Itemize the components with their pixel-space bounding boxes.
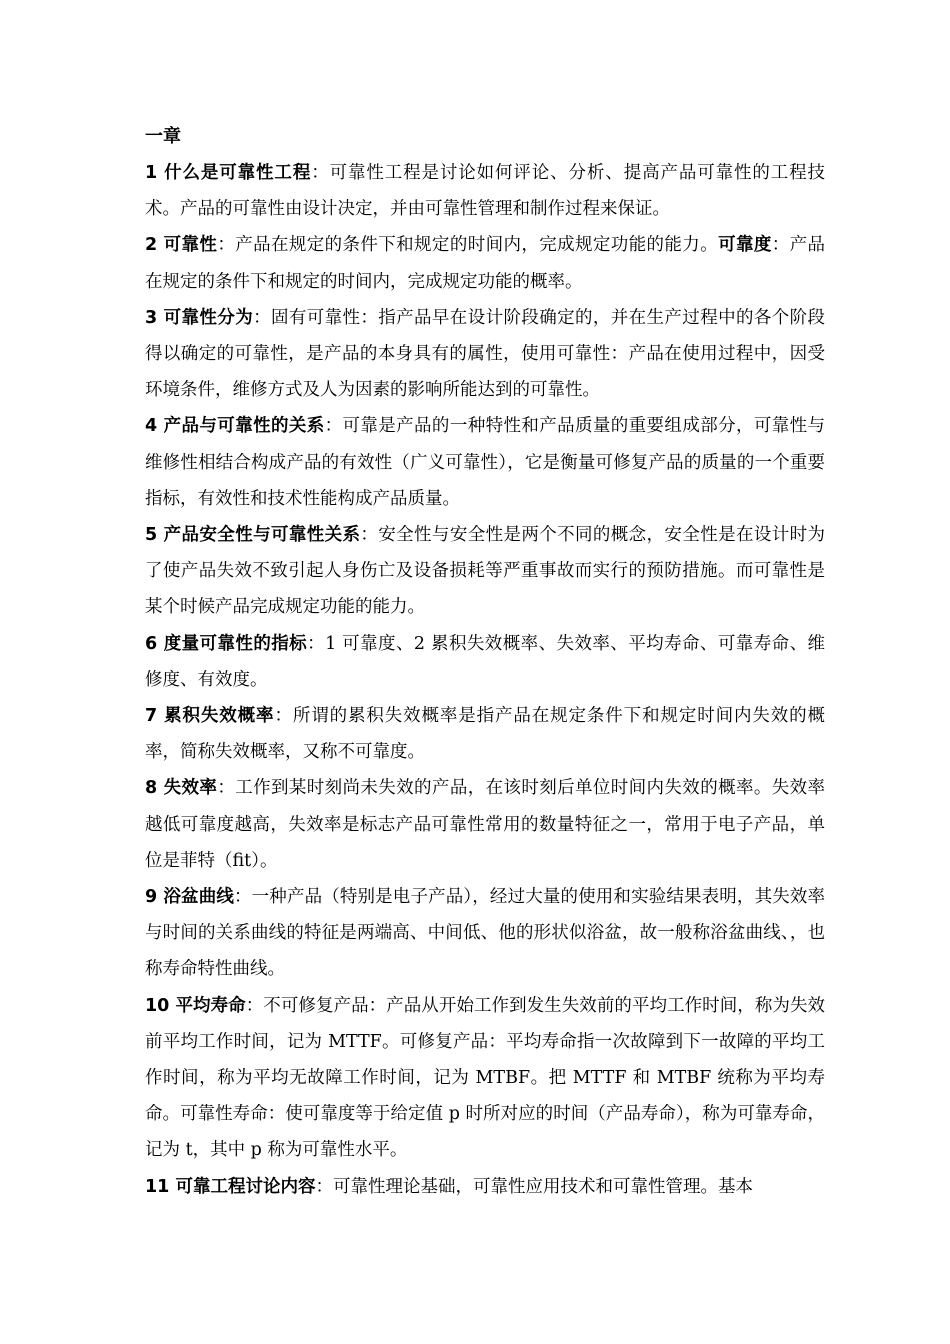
term-cumulative-failure-probability: 7 累积失效概率	[145, 706, 275, 727]
paragraph-6	[145, 626, 825, 698]
definition-text: 1 可靠度、2 累积失效概率、失效率、平均寿命、可靠寿命、维修度、有效度。	[145, 633, 825, 690]
paragraph-9	[145, 879, 825, 988]
definition-text: 工作到某时刻尚未失效的产品，在该时刻后单位时间内失效的概率。失效率越低可靠度越高，失效率是标志产品可靠性常用的数量特征之一，常用于电子产品，单位是菲特（fit）。	[145, 778, 825, 871]
separator: ：	[217, 778, 236, 799]
definition-text: 产品在规定的条件下和规定的时间内，完成规定功能的概率。	[145, 235, 826, 292]
term-failure-rate: 8 失效率	[145, 778, 218, 799]
separator: ：	[307, 633, 326, 654]
separator: ：	[360, 525, 379, 546]
definition-text: 可靠性工程是讨论如何评论、分析、提高产品可靠性的工程技术。产品的可靠性由设计决定，并由可靠性管理和制作过程来保证。	[145, 163, 825, 220]
definition-text: 不可修复产品：产品从开始工作到发生失效前的平均工作时间，称为失效前平均工作时间，记为 MTTF。可修复产品：平均寿命指一次故障到下一故障的平均工作时间，称为平均无故障工作时间，记为 MTBF。把 MTTF 和 MTBF 统称为平均寿命。可靠性寿命：使可靠度等于给定值 p 时所对应的时间（产品寿命），称为可靠寿命，记为 t，其中 p 称为可靠性水平。	[145, 995, 826, 1161]
term-bathtub-curve: 9 浴盆曲线	[145, 887, 234, 908]
paragraph-7	[145, 698, 825, 770]
paragraph-3	[145, 300, 825, 409]
chapter-heading: 一章	[145, 126, 181, 147]
paragraph-2	[145, 227, 825, 299]
term-reliability-engineering-content: 11 可靠工程讨论内容	[145, 1176, 316, 1197]
term-reliability: 2 可靠性	[145, 235, 218, 256]
paragraph-10	[145, 988, 825, 1169]
term-safety-reliability-relation: 5 产品安全性与可靠性关系	[145, 525, 361, 546]
paragraph-5	[145, 517, 825, 626]
separator: ：	[274, 706, 293, 727]
definition-text: 所谓的累积失效概率是指产品在规定条件下和规定时间内失效的概率，简称失效概率，又称不可靠度。	[145, 706, 825, 763]
separator: ：	[234, 887, 252, 908]
definition-text: 固有可靠性：指产品早在设计阶段确定的，并在生产过程中的各个阶段得以确定的可靠性，是产品的本身具有的属性，使用可靠性：产品在使用过程中，因受环境条件，维修方式及人为因素的影响所能达到的可靠性。	[145, 307, 825, 401]
separator: ：	[253, 307, 271, 328]
term-reliability-types: 3 可靠性分为	[145, 307, 254, 328]
separator: ：	[245, 995, 264, 1016]
term-reliability-degree: 可靠度	[718, 235, 772, 256]
definition-text: 可靠性理论基础，可靠性应用技术和可靠性管理。基本	[332, 1176, 753, 1197]
document-body	[145, 122, 825, 1205]
definition-text: 产品在规定的条件下和规定的时间内，完成规定功能的能力。	[235, 235, 719, 256]
term-reliability-engineering: 1 什么是可靠性工程	[145, 163, 312, 183]
paragraph-11	[145, 1169, 825, 1205]
separator: ：	[771, 235, 790, 256]
separator: ：	[324, 416, 343, 437]
term-reliability-indicators: 6 度量可靠性的指标	[145, 633, 308, 654]
paragraph-8	[145, 770, 825, 879]
definition-text: 可靠是产品的一种特性和产品质量的重要组成部分，可靠性与维修性相结合构成产品的有效性（广义可靠性），它是衡量可修复产品的质量的一个重要指标，有效性和技术性能构成产品质量。	[145, 416, 826, 509]
separator: ：	[315, 1176, 333, 1197]
definition-text: 一种产品（特别是电子产品），经过大量的使用和实验结果表明，其失效率与时间的关系曲线的特征是两端高、中间低、他的形状似浴盆，故一般称浴盆曲线、，也称寿命特性曲线。	[145, 887, 826, 980]
paragraph-1	[145, 155, 825, 227]
definition-text: 安全性与安全性是两个不同的概念，安全性是在设计时为了使产品失效不致引起人身伤亡及设备损耗等严重事故而实行的预防措施。而可靠性是某个时候产品完成规定功能的能力。	[145, 525, 826, 618]
term-product-reliability-relation: 4 产品与可靠性的关系	[145, 416, 325, 437]
separator: ：	[217, 235, 236, 256]
term-mean-life: 10 平均寿命	[145, 995, 246, 1016]
separator: ：	[311, 163, 330, 183]
paragraph-4	[145, 408, 825, 517]
